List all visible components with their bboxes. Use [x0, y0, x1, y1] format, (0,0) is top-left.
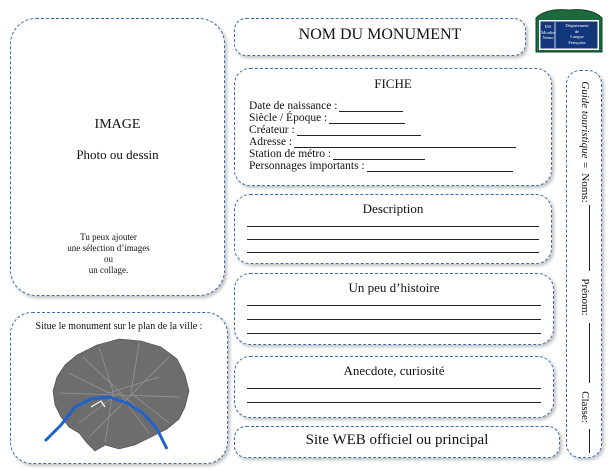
- fiche-title: FICHE: [374, 76, 412, 91]
- side-noms-label: Noms:: [579, 173, 591, 203]
- side-classe-line[interactable]: [589, 429, 590, 453]
- website-box: [234, 426, 560, 458]
- side-prenom-line[interactable]: [589, 323, 590, 383]
- sign-left-line: ISS: [544, 24, 552, 29]
- histoire-box: [234, 273, 554, 345]
- field-blank[interactable]: [294, 137, 516, 148]
- paris-map: [39, 333, 199, 453]
- writing-line[interactable]: [247, 333, 541, 334]
- side-prenom: [567, 275, 603, 319]
- field-label: Adresse :: [249, 136, 293, 148]
- image-note-line: Tu peux ajouter: [80, 232, 137, 242]
- fiche-fields: [249, 100, 516, 172]
- sign-right-line: de: [574, 28, 580, 34]
- writing-line[interactable]: [247, 305, 541, 306]
- image-subtitle: Photo ou dessin: [76, 147, 159, 162]
- field-blank[interactable]: [333, 149, 425, 160]
- side-classe: [567, 387, 603, 427]
- side-guide-label: Guide touristique =: [579, 81, 591, 169]
- side-prenom-label: Prénom:: [579, 278, 591, 316]
- field-createur: [249, 124, 516, 136]
- writing-line[interactable]: [247, 402, 541, 403]
- field-date-naissance: [249, 100, 516, 112]
- side-noms: [567, 173, 603, 203]
- sign-right-text: [556, 23, 598, 45]
- field-label: Personnages importants :: [249, 160, 365, 172]
- side-noms-line[interactable]: [589, 205, 590, 271]
- map-box: [10, 312, 228, 464]
- sign-left-line: Nemo: [542, 35, 554, 40]
- sign-right-line: Département: [565, 23, 589, 28]
- field-blank[interactable]: [367, 161, 513, 172]
- image-box: [10, 18, 225, 296]
- monument-name-title: NOM DU MONUMENT: [298, 26, 462, 43]
- field-label: Station de métro :: [249, 148, 332, 160]
- sign-left-text: [540, 24, 556, 41]
- writing-line[interactable]: [247, 252, 539, 253]
- image-note-line: un collage.: [88, 265, 129, 275]
- image-note-line: ou: [104, 254, 113, 264]
- field-label: Créateur :: [249, 124, 295, 136]
- side-guide: [567, 75, 603, 175]
- field-adresse: [249, 136, 516, 148]
- histoire-title: Un peu d’histoire: [348, 280, 440, 295]
- sign-right-line: Française: [568, 39, 586, 45]
- website-title: Site WEB officiel ou principal: [305, 432, 489, 448]
- side-classe-label: Classe:: [579, 391, 591, 423]
- field-label: Date de naissance :: [249, 100, 338, 112]
- writing-line[interactable]: [247, 239, 539, 240]
- image-title: IMAGE: [94, 117, 141, 132]
- writing-line[interactable]: [247, 388, 541, 389]
- map-caption: Situe le monument sur le plan de la ville :: [35, 321, 203, 332]
- sign-right-line: Langue: [570, 34, 584, 39]
- description-title: Description: [362, 201, 424, 216]
- field-label: Siècle / Époque :: [249, 112, 328, 124]
- field-personnages: [249, 160, 516, 172]
- anecdote-box: [234, 356, 554, 418]
- description-box: [234, 194, 552, 264]
- sign-left-line: Moulin: [541, 29, 555, 35]
- fiche-box: [234, 68, 552, 186]
- writing-line[interactable]: [247, 319, 541, 320]
- field-blank[interactable]: [297, 125, 421, 136]
- header-box: [234, 18, 526, 56]
- image-note-line: une sélection d’images: [67, 243, 150, 253]
- image-note: [11, 232, 224, 276]
- anecdote-title: Anecdote, curiosité: [343, 363, 445, 378]
- writing-line[interactable]: [247, 226, 539, 227]
- field-siecle: [249, 112, 516, 124]
- field-station-metro: [249, 148, 516, 160]
- field-blank[interactable]: [329, 113, 405, 124]
- field-blank[interactable]: [339, 101, 403, 112]
- street-sign: [532, 8, 606, 54]
- side-panel: [566, 70, 602, 458]
